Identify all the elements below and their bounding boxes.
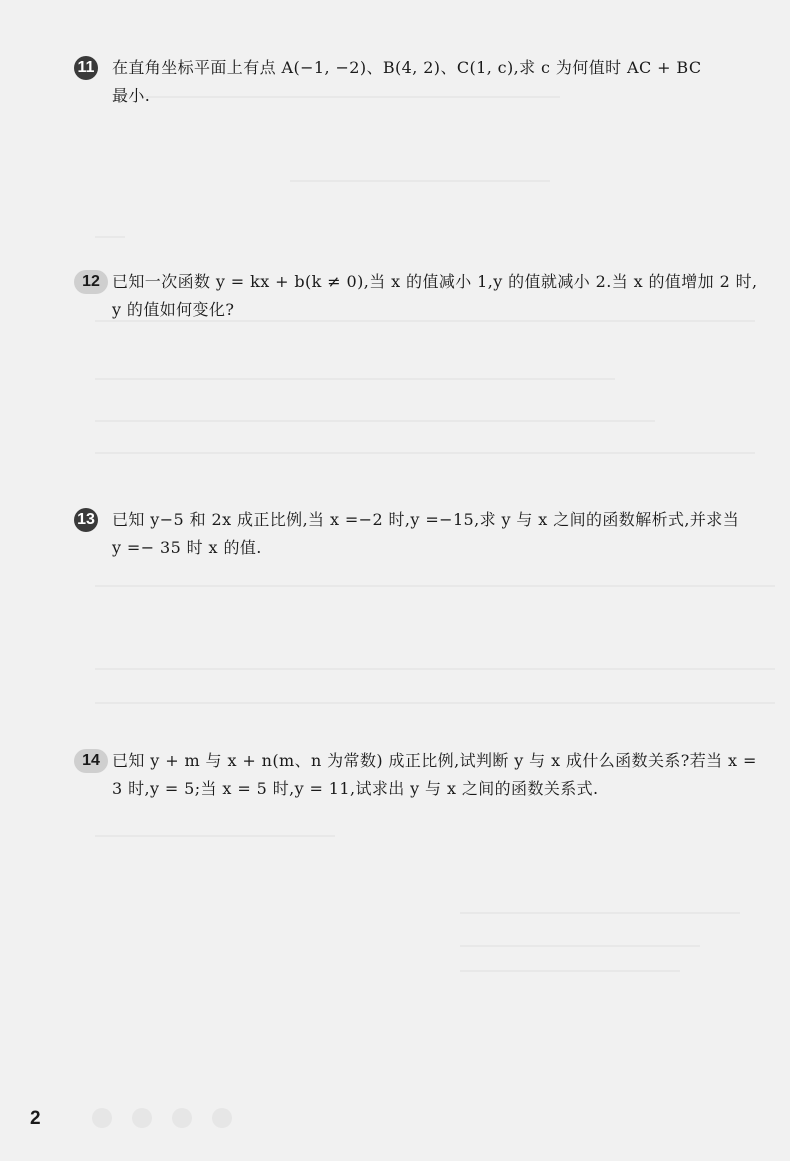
problem-number-badge: 12 [74, 270, 108, 294]
show-through-bar [460, 912, 740, 914]
show-through-bar [95, 835, 335, 837]
problem-line: 已知一次函数 y = kx + b(k ≠ 0),当 x 的值减小 1,y 的值就减小 2.当 x 的值增加 2 时, [112, 272, 758, 291]
show-through-bar [95, 668, 775, 670]
footer-decoration-dot [212, 1108, 232, 1128]
page-number: 2 [30, 1108, 41, 1129]
problem-13 [74, 506, 764, 562]
problem-line: 已知 y−5 和 2x 成正比例,当 x =−2 时,y =−15,求 y 与 x 之间的函数解析式,并求当 [112, 510, 740, 529]
show-through-bar [460, 945, 700, 947]
problem-number-badge: 14 [74, 749, 108, 773]
footer-decoration-dot [92, 1108, 112, 1128]
problem-text [112, 506, 764, 562]
show-through-bar [95, 585, 775, 587]
problem-number-badge: 13 [74, 508, 98, 532]
problem-text [112, 54, 764, 110]
show-through-bar [95, 702, 775, 704]
problem-number-badge: 11 [74, 56, 98, 80]
show-through-bar [95, 420, 655, 422]
problem-14 [74, 747, 764, 803]
problem-line: 在直角坐标平面上有点 A(−1, −2)、B(4, 2)、C(1, c),求 c 为何值时 AC + BC [112, 58, 702, 77]
problem-line: y =− 35 时 x 的值. [112, 538, 262, 557]
problem-line: 最小. [112, 86, 151, 105]
problem-text [112, 268, 764, 324]
show-through-bar [290, 180, 550, 182]
problem-12 [74, 268, 764, 324]
problem-11 [74, 54, 764, 110]
problem-text [112, 747, 764, 803]
show-through-bar [95, 236, 125, 238]
footer-decoration-dot [132, 1108, 152, 1128]
show-through-bar [95, 378, 615, 380]
show-through-bar [95, 452, 755, 454]
problem-line: y 的值如何变化? [112, 300, 235, 319]
show-through-bar [460, 970, 680, 972]
footer-decoration-dot [172, 1108, 192, 1128]
problem-line: 已知 y + m 与 x + n(m、n 为常数) 成正比例,试判断 y 与 x 成什么函数关系?若当 x = [112, 751, 757, 770]
problem-line: 3 时,y = 5;当 x = 5 时,y = 11,试求出 y 与 x 之间的函数关系式. [112, 779, 599, 798]
